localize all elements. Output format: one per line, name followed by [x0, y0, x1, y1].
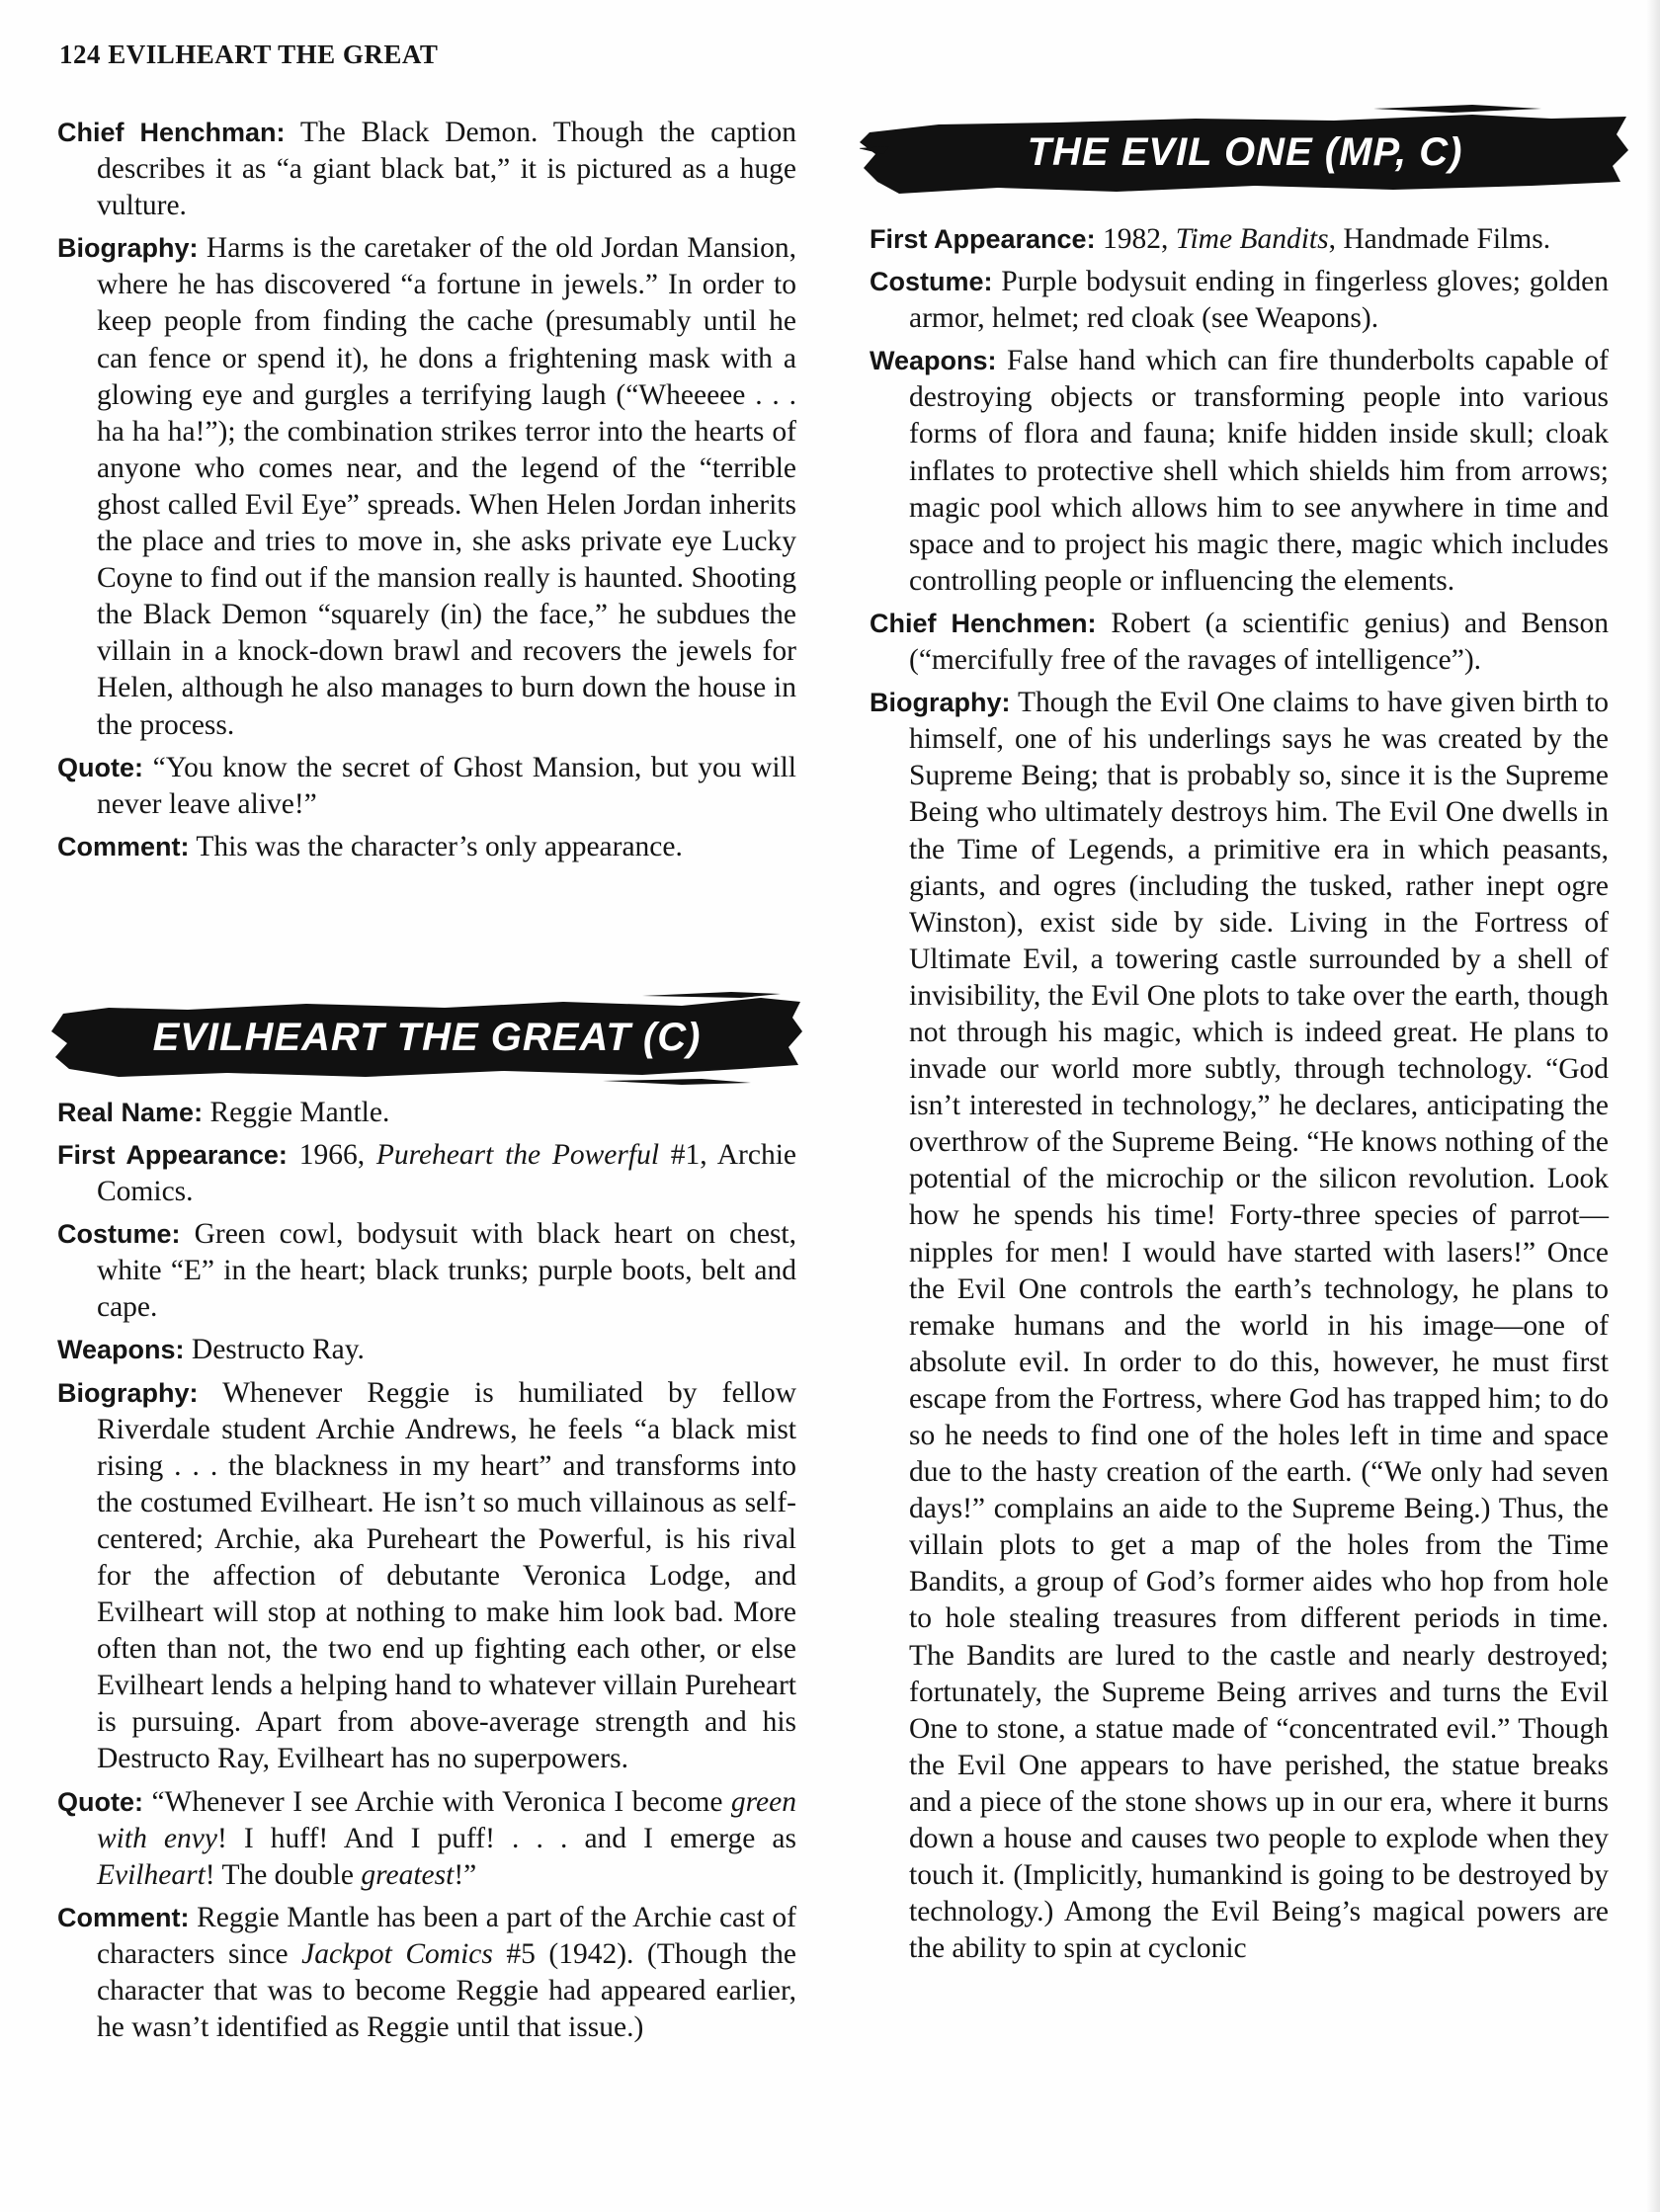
entry-label: Weapons:: [870, 346, 997, 376]
entry-label: First Appearance:: [870, 224, 1096, 254]
entry-text: ! The double: [205, 1858, 362, 1891]
entry: [57, 230, 796, 743]
entry: [57, 1375, 796, 1778]
entry-text: , Handmade Films.: [1328, 223, 1551, 255]
entry-text: Destructo Ray.: [191, 1334, 365, 1366]
entry-label: Biography:: [57, 233, 199, 264]
entry-text: Whenever Reggie is humiliated by fellow Riverdale student Archie Andrews, he feels “a black mist rising . . . the blackness in my heart” and transforms into the costumed Evilheart. He isn’t so much villainous as self-centered; Archie, aka Pureheart the Powerful, is his rival for the affection of debutante Veronica Lodge, and Evilheart will stop at nothing to make him look bad. More often than not, the two end up fighting each other, or else Evilheart lends a helping hand to whatever villain Pureheart is pursuing. Apart from above-average strength and his Destructo Ray, Evilheart has no superpowers.: [97, 1376, 796, 1775]
evilheart-banner-title: EVILHEART THE GREAT (C): [152, 1015, 702, 1059]
entry-text: #1, Archie Comics.: [97, 1138, 797, 1208]
entry-text: The Black Demon. Though the caption describes it as “a giant black bat,” it is pictured as a huge vulture.: [97, 117, 797, 222]
entry-label: Costume:: [57, 1219, 181, 1250]
entry: [57, 115, 796, 224]
entry-text: Reggie Mantle.: [209, 1096, 390, 1128]
entry-text: “You know the secret of Ghost Mansion, but you will never leave alive!”: [97, 751, 797, 820]
entry: [57, 1900, 796, 2046]
entry-label: Chief Henchmen:: [870, 608, 1097, 638]
entry-text: 1982,: [1102, 223, 1176, 255]
entry: [870, 221, 1609, 258]
entry-text: Purple bodysuit ending in fingerless gloves; golden armor, helmet; red cloak (see Weapons).: [909, 266, 1610, 335]
entry-text: False hand which can fire thunderbolts capable of destroying objects or transforming people into various forms of flora and fauna; knife hidden inside skull; cloak inflates to protective shell which shields him from arrows; magic pool which allows him to see anywhere in time and space and to project his magic there, magic which includes controlling people or influencing the elements.: [909, 345, 1610, 597]
entry: [57, 829, 796, 865]
entry: [870, 343, 1609, 600]
entry-text: Though the Evil One claims to have given birth to himself, one of his underlings says he was created by the Supreme Being; that is probably so, since it is the Supreme Being who ultimately destroys him. The Evil One dwells in the Time of Legends, a primitive era in which peasants, giants, and ogres (including the tusked, rather inept ogre Winston), exist side by side. Living in the Fortress of Ultimate Evil, a towering castle surrounded by a shell of invisibility, the Evil One plots to take over the earth, though not through his magic, which is indeed great. He plans to invade our world more subtly, through technology. “God isn’t interested in technology,” he declares, anticipating the overthrow of the Supreme Being. “He knows nothing of the potential of the microchip or the silicon revolution. Look how he spends his time! Forty-three species of parrot—nipples for men! I would have started with lasers!” Once the Evil One controls the earth’s technology, he plans to remake humans and the world in his image—one of absolute evil. In order to do this, however, he must first escape from the Fortress, where God has trapped him; to do so he needs to find one of the holes left in time and space due to the hasty creation of the earth. (“We only had seven days!” complains an aide to the Supreme Being.) Thus, the villain plots to get a map of the holes from the Time Bandits, a group of God’s former aides who hop from hole to hole stealing treasures from different periods in time. The Bandits are lured to the castle and nearly destroyed; fortunately, the Supreme Being arrives and turns the Evil One to stone, a statue made of “concentrated evil.” Though the Evil One appears to have perished, the statue breaks and a piece of the stone shows up in our era, where it burns down a house and causes two people to explode when they touch it. (Implicitly, humankind is going to be destroyed by technology.) Among the Evil Being’s magical powers are the ability to spin at cyclonic: [909, 687, 1610, 1965]
italic-text: greatest: [361, 1858, 455, 1891]
entry-text: 1966,: [298, 1138, 376, 1171]
entry: [57, 1095, 796, 1131]
banner-spacer: [57, 871, 796, 976]
italic-text: Jackpot Comics: [301, 1937, 493, 1970]
right-column: [870, 221, 1609, 1973]
entry: [870, 685, 1609, 1967]
evil-one-banner: [860, 103, 1630, 202]
entry-label: Costume:: [870, 267, 993, 297]
entry-text: Reggie Mantle has been a part of the Archie cast of characters since: [97, 1901, 797, 1970]
entry-label: Biography:: [57, 1377, 199, 1408]
entry-text: This was the character’s only appearance.: [196, 830, 683, 862]
harms-entry-list: [57, 115, 796, 865]
entry-text: ! I huff! And I puff! . . . and I emerge as: [216, 1822, 796, 1854]
entry-label: Biography:: [870, 688, 1011, 718]
entry-label: Chief Henchman:: [57, 118, 286, 147]
entry-label: Comment:: [57, 1902, 190, 1932]
evilheart-banner: [49, 988, 804, 1087]
entry: [57, 750, 796, 823]
entry-text: Robert (a scientific genius) and Benson (“mercifully free of the ravages of intelligence”).: [909, 607, 1610, 677]
italic-text: green with envy: [97, 1785, 796, 1854]
entry-label: Real Name:: [57, 1097, 204, 1127]
entry-text: #5 (1942). (Though the character that was to become Reggie had appeared earlier, he wasn’t identified as Reggie until that issue.): [97, 1937, 797, 2044]
entry: [57, 1216, 796, 1326]
entry-text: “Whenever I see Archie with Veronica I become: [151, 1785, 731, 1818]
italic-text: Pureheart the Powerful: [375, 1138, 660, 1171]
entry-text: !”: [454, 1858, 477, 1891]
entry-label: Comment:: [57, 831, 190, 861]
entry-text: Harms is the caretaker of the old Jordan Mansion, where he has discovered “a fortune in jewels.” In order to keep people from finding the cache (presumably until he can fence or spend it), he dons a frightening mask with a glowing eye and gurgles a terrifying laugh (“Wheeeee . . . ha ha ha!”); the combination strikes terror into the hearts of anyone who comes near, and the legend of the “terrible ghost called Evil Eye” spreads. When Helen Jordan inherits the place and tries to move in, she asks private eye Lucky Coyne to find out if the mansion really is haunted. Shooting the Black Demon “squarely (in) the face,” he subdues the villain in a knock-down brawl and recovers the jewels for Helen, although he also manages to burn down the house in the process.: [97, 232, 796, 741]
page-edge: [1646, 0, 1660, 2212]
evil-one-banner-title: THE EVIL ONE (MP, C): [1027, 129, 1463, 174]
italic-text: Time Bandits: [1175, 223, 1329, 255]
entry: [870, 606, 1609, 679]
entry: [870, 264, 1609, 337]
entry-text: Green cowl, bodysuit with black heart on chest, white “E” in the heart; black trunks; purple boots, belt and cape.: [97, 1218, 797, 1324]
running-head: 124 EVILHEART THE GREAT: [59, 40, 439, 69]
entry-label: Quote:: [57, 1786, 143, 1817]
evilheart-entry-list: [57, 1095, 796, 2046]
entry: [57, 1137, 796, 1210]
entry-label: Weapons:: [57, 1335, 185, 1365]
entry-label: First Appearance:: [57, 1139, 288, 1170]
entry: [57, 1784, 796, 1894]
italic-text: Evilheart: [97, 1858, 206, 1891]
entry-label: Quote:: [57, 752, 143, 782]
evil-one-entry-list: [870, 221, 1609, 1967]
entry: [57, 1332, 796, 1368]
